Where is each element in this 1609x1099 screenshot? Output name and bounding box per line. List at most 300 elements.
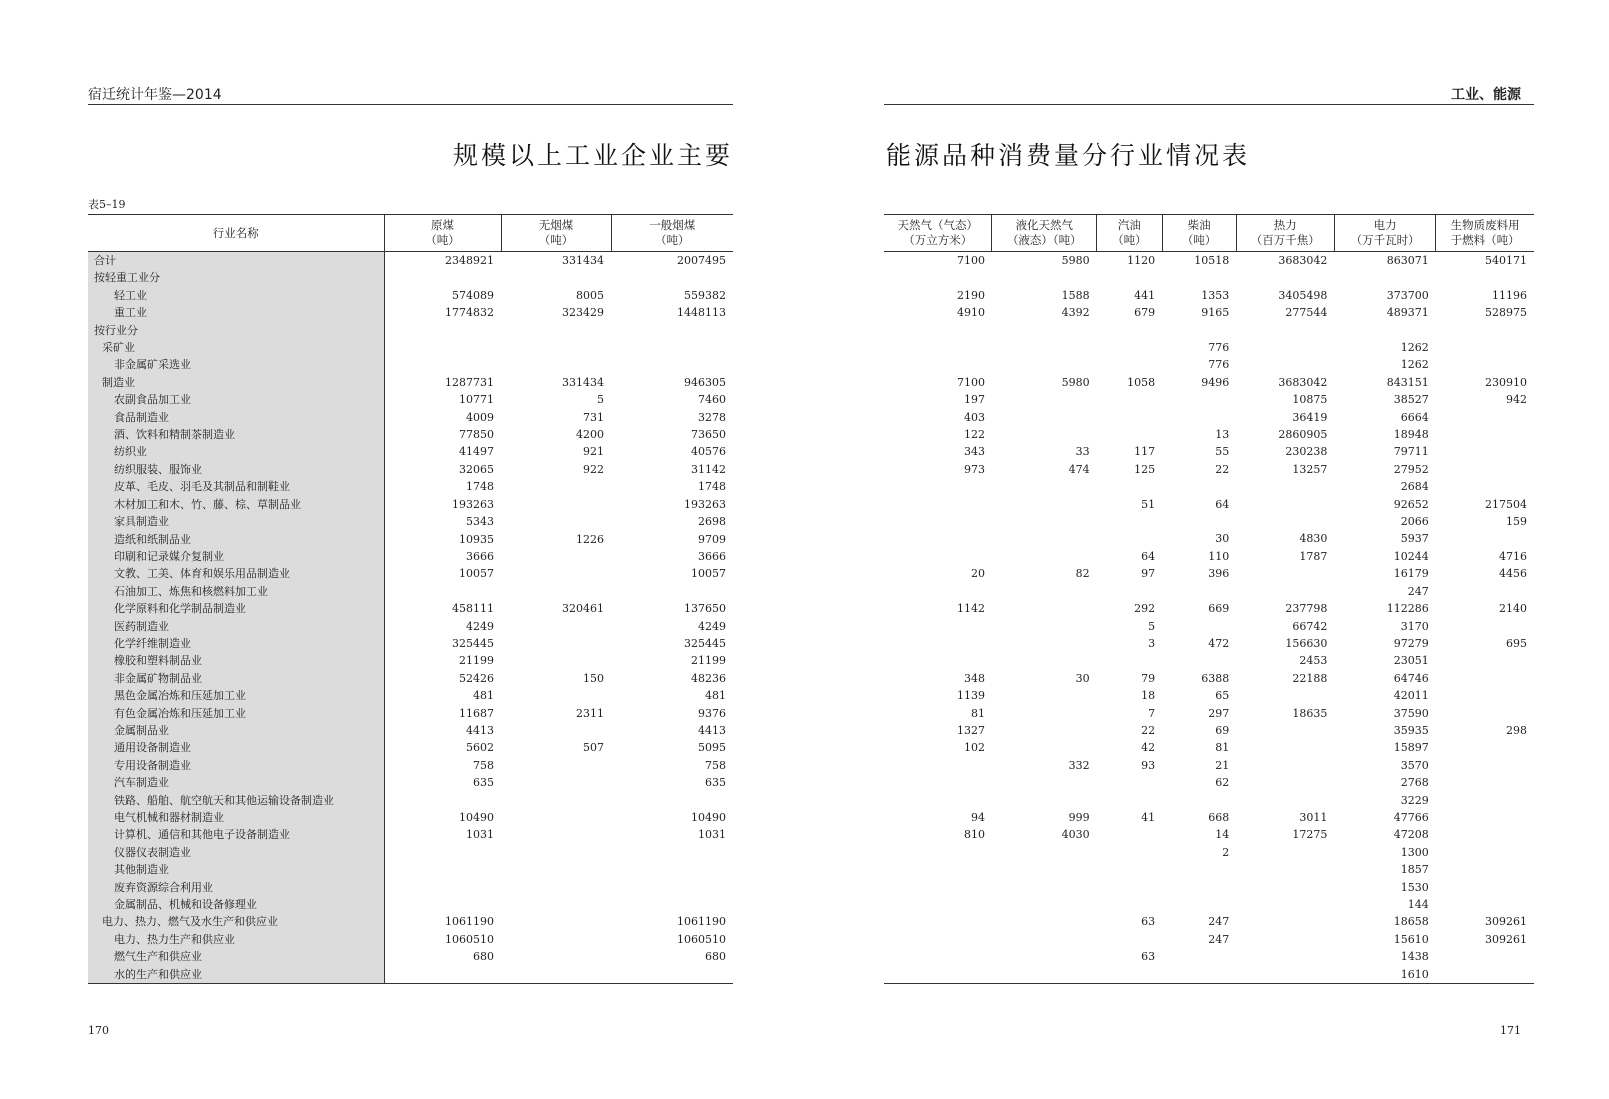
table-row — [884, 583, 1534, 600]
value-cell: 63 — [1141, 950, 1156, 964]
industry-name-cell: 非金属矿物制品业 — [88, 670, 384, 687]
value-cell: 1226 — [576, 532, 604, 546]
value-cell — [1097, 861, 1162, 878]
table-row — [88, 409, 733, 426]
page-number-right: 171 — [1500, 1024, 1521, 1037]
value-cell — [992, 861, 1097, 878]
table-row — [88, 931, 733, 948]
value-cell: 489371 — [1386, 306, 1429, 320]
value-cell — [1236, 879, 1334, 896]
value-cell: 10490 — [459, 811, 494, 824]
table-row — [88, 513, 733, 530]
value-cell — [1236, 792, 1334, 809]
table-row — [884, 409, 1534, 426]
value-cell — [501, 774, 611, 791]
table-row — [88, 391, 733, 408]
value-cell — [1436, 948, 1534, 965]
industry-name-cell: 印刷和记录媒介复制业 — [88, 548, 384, 565]
value-cell — [1436, 322, 1534, 339]
industry-name-cell: 铁路、船舶、航空航天和其他运输设备制造业 — [88, 792, 384, 809]
value-cell: 2768 — [1400, 776, 1429, 790]
value-cell: 11687 — [459, 706, 494, 720]
value-cell: 137650 — [684, 602, 726, 616]
value-cell: 144 — [1407, 898, 1429, 911]
column-header-line1: 行业名称 — [212, 225, 259, 240]
value-cell: 1774832 — [445, 306, 494, 320]
value-cell: 247 — [1208, 932, 1230, 946]
left-data-table — [88, 214, 733, 984]
table-row — [884, 948, 1534, 965]
value-cell — [884, 513, 992, 530]
industry-name-cell: 电气机械和器材制造业 — [88, 809, 384, 826]
value-cell: 15897 — [1393, 741, 1429, 755]
value-cell — [501, 879, 611, 896]
table-row — [884, 705, 1534, 722]
value-cell: 1142 — [956, 602, 985, 616]
table-row — [88, 356, 733, 373]
value-cell — [1436, 339, 1534, 356]
value-cell: 7100 — [956, 375, 985, 389]
value-cell: 472 — [1208, 636, 1230, 650]
industry-name-cell: 采矿业 — [88, 339, 384, 356]
value-cell — [1097, 896, 1162, 913]
value-cell — [384, 322, 501, 339]
right-column-header — [884, 215, 992, 252]
table-row — [88, 565, 733, 582]
table-row — [884, 913, 1534, 930]
table-row — [884, 356, 1534, 373]
table-row — [88, 879, 733, 896]
value-cell: 1262 — [1400, 341, 1429, 354]
value-cell: 5980 — [1061, 375, 1090, 389]
column-header-line2: （吨） — [1181, 233, 1217, 247]
value-cell — [501, 618, 611, 635]
value-cell — [884, 966, 992, 984]
table-row — [884, 443, 1534, 460]
column-header-line1: 液化天然气 — [1015, 218, 1074, 232]
value-cell: 474 — [1068, 462, 1090, 476]
value-cell — [992, 583, 1097, 600]
value-cell: 47766 — [1393, 810, 1429, 824]
value-cell: 97 — [1141, 567, 1156, 581]
value-cell — [992, 948, 1097, 965]
value-cell: 10057 — [459, 567, 494, 581]
table-row — [88, 461, 733, 478]
value-cell — [884, 478, 992, 495]
industry-name-cell: 合计 — [88, 252, 384, 270]
value-cell — [992, 269, 1097, 286]
value-cell — [884, 618, 992, 635]
value-cell — [1097, 269, 1162, 286]
industry-name-cell: 家具制造业 — [88, 513, 384, 530]
column-header-line1: 生物质废料用 — [1450, 218, 1520, 232]
table-row — [884, 879, 1534, 896]
value-cell — [384, 896, 501, 913]
value-cell: 21199 — [691, 654, 726, 668]
table-row — [88, 896, 733, 913]
table-row — [884, 670, 1534, 687]
value-cell — [384, 269, 501, 286]
value-cell: 810 — [963, 828, 985, 842]
value-cell: 343 — [963, 445, 985, 459]
table-row — [884, 844, 1534, 861]
value-cell: 55 — [1215, 445, 1230, 459]
value-cell: 1060510 — [677, 932, 726, 946]
table-row — [884, 618, 1534, 635]
value-cell: 292 — [1134, 602, 1156, 616]
value-cell — [384, 966, 501, 984]
value-cell: 3 — [1148, 636, 1156, 650]
value-cell: 81 — [1215, 741, 1230, 755]
value-cell — [1334, 269, 1435, 286]
value-cell — [1162, 409, 1236, 426]
industry-name-cell: 化学纤维制造业 — [88, 635, 384, 652]
value-cell: 3666 — [698, 549, 726, 563]
value-cell: 635 — [705, 776, 726, 790]
value-cell — [611, 322, 733, 339]
table-row — [88, 322, 733, 339]
value-cell — [1162, 478, 1236, 495]
value-cell: 1061190 — [445, 915, 494, 929]
right-column-header — [992, 215, 1097, 252]
value-cell: 3405498 — [1278, 288, 1328, 302]
value-cell — [884, 548, 992, 565]
value-cell: 64 — [1141, 549, 1156, 563]
value-cell: 5 — [597, 393, 604, 407]
value-cell — [1436, 844, 1534, 861]
value-cell: 193263 — [452, 497, 494, 511]
value-cell: 1060510 — [445, 932, 494, 946]
table-row — [884, 565, 1534, 582]
value-cell — [992, 600, 1097, 617]
table-row — [88, 966, 733, 984]
value-cell: 10771 — [459, 393, 494, 407]
value-cell — [1436, 879, 1534, 896]
value-cell: 2311 — [576, 706, 604, 720]
value-cell: 94 — [970, 810, 985, 824]
value-cell — [611, 356, 733, 373]
value-cell: 5980 — [1061, 254, 1090, 267]
column-header-line1: 汽油 — [1117, 218, 1141, 232]
value-cell: 22 — [1141, 723, 1156, 737]
value-cell: 97279 — [1393, 636, 1429, 650]
value-cell: 9496 — [1201, 375, 1230, 389]
value-cell: 77850 — [459, 428, 494, 442]
value-cell — [992, 496, 1097, 513]
value-cell: 863071 — [1386, 254, 1429, 267]
value-cell: 1139 — [956, 689, 985, 703]
value-cell — [1236, 687, 1334, 704]
table-row — [884, 426, 1534, 443]
industry-name-cell: 制造业 — [88, 374, 384, 391]
right-column-header — [1097, 215, 1162, 252]
value-cell: 1448113 — [677, 306, 726, 320]
industry-name-cell: 石油加工、炼焦和核燃料加工业 — [88, 583, 384, 600]
value-cell — [884, 339, 992, 356]
value-cell — [1236, 513, 1334, 530]
table-row — [88, 496, 733, 513]
table-row — [884, 809, 1534, 826]
value-cell — [1162, 322, 1236, 339]
value-cell — [1436, 826, 1534, 843]
value-cell — [1097, 792, 1162, 809]
value-cell — [1436, 670, 1534, 687]
column-header-line2: 于燃料（吨） — [1450, 233, 1520, 247]
value-cell — [1436, 356, 1534, 373]
table-row — [884, 391, 1534, 408]
value-cell: 669 — [1208, 602, 1230, 616]
value-cell: 41497 — [459, 445, 494, 459]
value-cell: 373700 — [1386, 288, 1429, 302]
value-cell: 69 — [1215, 723, 1230, 737]
value-cell: 10490 — [691, 811, 726, 824]
value-cell: 946305 — [684, 375, 726, 389]
industry-name-cell: 纺织服装、服饰业 — [88, 461, 384, 478]
value-cell: 4009 — [466, 410, 494, 424]
value-cell: 110 — [1208, 549, 1230, 563]
value-cell — [992, 774, 1097, 791]
value-cell — [1162, 896, 1236, 913]
industry-name-cell: 化学原料和化学制品制造业 — [88, 600, 384, 617]
value-cell: 30 — [1075, 671, 1090, 685]
value-cell: 1031 — [466, 828, 494, 842]
industry-name-cell: 废弃资源综合利用业 — [88, 879, 384, 896]
value-cell — [992, 530, 1097, 547]
value-cell: 48236 — [691, 671, 726, 685]
value-cell — [384, 844, 501, 861]
value-cell — [501, 496, 611, 513]
industry-name-cell: 电力、热力生产和供应业 — [88, 931, 384, 948]
table-row — [88, 861, 733, 878]
value-cell: 668 — [1208, 810, 1230, 824]
value-cell: 31142 — [691, 462, 726, 476]
header-rule-left — [88, 104, 733, 105]
industry-name-cell: 专用设备制造业 — [88, 757, 384, 774]
value-cell: 3570 — [1400, 758, 1429, 772]
table-row — [884, 304, 1534, 321]
value-cell — [1097, 826, 1162, 843]
table-row — [88, 757, 733, 774]
table-row — [88, 739, 733, 756]
value-cell: 18 — [1141, 689, 1156, 703]
industry-name-cell: 汽车制造业 — [88, 774, 384, 791]
value-cell — [501, 478, 611, 495]
industry-name-cell: 轻工业 — [88, 287, 384, 304]
value-cell: 3683042 — [1278, 254, 1328, 267]
value-cell — [611, 269, 733, 286]
industry-name-cell: 金属制品、机械和设备修理业 — [88, 896, 384, 913]
value-cell: 1748 — [698, 480, 726, 494]
value-cell: 10935 — [459, 532, 494, 546]
table-row — [884, 652, 1534, 669]
value-cell: 4200 — [576, 428, 604, 442]
table-row — [88, 774, 733, 791]
value-cell — [992, 548, 1097, 565]
value-cell — [884, 530, 992, 547]
industry-name-cell: 木材加工和木、竹、藤、棕、草制品业 — [88, 496, 384, 513]
value-cell: 1438 — [1400, 950, 1429, 964]
value-cell — [1236, 722, 1334, 739]
value-cell — [884, 948, 992, 965]
value-cell: 2140 — [1499, 602, 1527, 616]
value-cell — [1162, 652, 1236, 669]
table-row — [88, 618, 733, 635]
column-header-line1: 电力 — [1373, 218, 1397, 232]
value-cell — [501, 931, 611, 948]
value-cell — [611, 583, 733, 600]
value-cell — [501, 896, 611, 913]
value-cell — [1436, 478, 1534, 495]
value-cell — [1236, 478, 1334, 495]
value-cell — [384, 339, 501, 356]
value-cell: 4456 — [1499, 567, 1527, 581]
value-cell: 247 — [1208, 915, 1230, 929]
value-cell: 51 — [1141, 497, 1156, 511]
value-cell — [884, 635, 992, 652]
table-row — [88, 374, 733, 391]
left-column-header — [384, 215, 501, 252]
value-cell: 42 — [1141, 741, 1156, 755]
column-header-line1: 天然气（气态） — [897, 218, 978, 232]
value-cell: 843151 — [1386, 375, 1429, 389]
value-cell: 193263 — [684, 497, 726, 511]
value-cell: 309261 — [1485, 932, 1527, 946]
value-cell — [1097, 931, 1162, 948]
value-cell — [992, 931, 1097, 948]
value-cell: 217504 — [1485, 497, 1527, 511]
value-cell — [992, 705, 1097, 722]
column-header-line2: （万立方米） — [903, 233, 973, 247]
value-cell: 403 — [963, 410, 985, 424]
table-row — [88, 287, 733, 304]
table-row — [884, 826, 1534, 843]
value-cell: 4716 — [1499, 549, 1527, 563]
value-cell — [1236, 844, 1334, 861]
industry-name-cell: 重工业 — [88, 304, 384, 321]
value-cell — [992, 409, 1097, 426]
table-row — [884, 792, 1534, 809]
value-cell: 35935 — [1393, 723, 1429, 737]
value-cell — [884, 322, 992, 339]
table-row — [88, 426, 733, 443]
value-cell — [1436, 530, 1534, 547]
value-cell — [501, 322, 611, 339]
column-header-line2: （吨） — [1112, 233, 1147, 247]
value-cell — [501, 792, 611, 809]
value-cell: 14 — [1215, 828, 1230, 842]
value-cell: 2860905 — [1278, 428, 1328, 442]
value-cell: 320461 — [562, 602, 604, 616]
table-row — [884, 739, 1534, 756]
value-cell — [1236, 896, 1334, 913]
value-cell: 18658 — [1393, 915, 1429, 929]
value-cell: 112286 — [1386, 602, 1429, 616]
value-cell: 458111 — [452, 602, 494, 616]
value-cell: 1287731 — [445, 375, 494, 389]
value-cell — [501, 722, 611, 739]
value-cell: 921 — [583, 445, 604, 459]
value-cell — [992, 478, 1097, 495]
value-cell: 331434 — [562, 375, 604, 389]
value-cell — [992, 513, 1097, 530]
value-cell: 52426 — [459, 671, 494, 685]
value-cell — [611, 861, 733, 878]
column-header-line2: （吨） — [538, 233, 574, 247]
value-cell: 3011 — [1299, 810, 1328, 824]
value-cell: 9165 — [1201, 306, 1230, 320]
value-cell: 22188 — [1292, 671, 1328, 685]
value-cell: 3666 — [466, 549, 494, 563]
value-cell — [501, 948, 611, 965]
value-cell: 33 — [1075, 445, 1090, 459]
value-cell: 38527 — [1393, 393, 1429, 407]
value-cell: 2453 — [1299, 654, 1328, 668]
value-cell — [1097, 322, 1162, 339]
value-cell: 999 — [1068, 810, 1090, 824]
value-cell: 150 — [583, 671, 604, 685]
value-cell: 237798 — [1285, 602, 1328, 616]
page-number-left: 170 — [88, 1024, 109, 1037]
table-row — [88, 548, 733, 565]
left-column-header — [501, 215, 611, 252]
table-row — [88, 948, 733, 965]
value-cell — [501, 757, 611, 774]
value-cell — [1162, 792, 1236, 809]
value-cell — [1436, 652, 1534, 669]
value-cell — [1097, 356, 1162, 373]
value-cell: 1857 — [1400, 863, 1429, 877]
right-column-header — [1236, 215, 1334, 252]
value-cell: 1120 — [1127, 254, 1156, 267]
industry-name-cell: 农副食品加工业 — [88, 391, 384, 408]
value-cell: 37590 — [1393, 706, 1429, 720]
value-cell: 17275 — [1292, 828, 1328, 842]
table-row — [884, 252, 1534, 270]
value-cell — [884, 931, 992, 948]
value-cell — [992, 966, 1097, 984]
right-column-header — [1162, 215, 1236, 252]
value-cell: 1327 — [956, 723, 985, 737]
value-cell: 635 — [473, 776, 494, 790]
value-cell: 2 — [1222, 845, 1230, 859]
value-cell — [384, 861, 501, 878]
table-row — [884, 966, 1534, 984]
table-row — [88, 705, 733, 722]
value-cell — [501, 966, 611, 984]
value-cell: 230910 — [1485, 375, 1527, 389]
value-cell: 21199 — [459, 654, 494, 668]
value-cell — [884, 757, 992, 774]
table-row — [884, 374, 1534, 391]
industry-name-cell: 水的生产和供应业 — [88, 966, 384, 984]
value-cell — [1097, 774, 1162, 791]
value-cell: 4830 — [1299, 532, 1328, 546]
value-cell: 776 — [1208, 341, 1230, 354]
column-header-line1: 热力 — [1273, 218, 1297, 232]
value-cell — [1436, 966, 1534, 984]
value-cell: 4030 — [1061, 828, 1090, 842]
value-cell — [1436, 861, 1534, 878]
table-row — [884, 896, 1534, 913]
value-cell — [501, 356, 611, 373]
value-cell — [1162, 966, 1236, 984]
value-cell — [501, 513, 611, 530]
industry-name-cell: 食品制造业 — [88, 409, 384, 426]
value-cell — [992, 739, 1097, 756]
value-cell — [1162, 618, 1236, 635]
table-row — [884, 861, 1534, 878]
value-cell — [1162, 879, 1236, 896]
